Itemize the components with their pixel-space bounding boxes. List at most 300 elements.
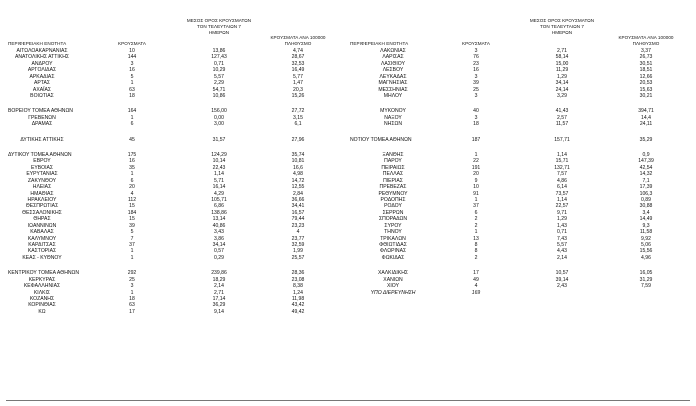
table-row — [8, 137, 338, 143]
cell-avg-7days: 34,14 — [212, 242, 226, 249]
cell-cases: 292 — [127, 270, 137, 277]
cell-area: ΜΑΓΝΗΣΙΑΣ — [378, 80, 408, 87]
table-row — [8, 309, 338, 315]
cell-avg-7days: 127,43 — [211, 54, 227, 61]
left-table-header — [8, 4, 338, 48]
header-avg-line2: ΤΟΝ ΤΕΛΕΥΤΑΙΩΝ 7 — [539, 24, 585, 30]
header-cases: ΚΡΟΥΣΜΑΤΑ — [462, 40, 490, 46]
cell-cases: 40 — [473, 108, 479, 115]
cell-per-100k: 5,06 — [641, 242, 651, 249]
cell-avg-7days: 0,71 — [214, 60, 224, 67]
cell-cases: 4 — [474, 283, 478, 290]
cell-per-100k: 16,05 — [639, 270, 653, 277]
cell-per-100k: 7,1 — [642, 177, 650, 184]
cell-area: ΝΗΣΩΝ — [384, 121, 402, 128]
cell-avg-7days: 18,29 — [212, 276, 226, 283]
cell-area: ΜΕΣΣΗΝΙΑΣ — [378, 86, 408, 93]
cell-area: ΚΟΡΙΝΘΙΑΣ — [28, 302, 56, 309]
cell-avg-7days: 41,43 — [555, 108, 569, 115]
cell-area: ΔΥΤΙΚΗΣ ΑΤΤΙΚΗΣ — [20, 136, 64, 143]
cell-per-100k: 9,3 — [642, 222, 650, 229]
cell-per-100k: 23,77 — [291, 235, 305, 242]
table-row — [350, 121, 686, 127]
cell-cases: 3 — [474, 48, 478, 54]
cell-cases: 63 — [129, 302, 135, 309]
cell-area: ΑΝΔΡΟΥ — [31, 60, 53, 67]
cell-cases: 1 — [130, 171, 134, 178]
cell-per-100k: 6,1 — [294, 121, 302, 128]
cell-per-100k: 14,32 — [639, 171, 653, 178]
header-avg-line1: ΜΕΣΟΣ ΟΡΟΣ ΚΡΟΥΣΜΑΤΩΝ — [529, 18, 595, 23]
cell-cases: 15 — [129, 216, 135, 223]
header-per-line2: ΠΛΗΘΥΣΜΟ — [284, 40, 312, 46]
cell-per-100k: 106,3 — [639, 190, 653, 197]
cell-area: ΤΡΙΚΑΛΩΝ — [380, 235, 406, 242]
cell-cases: 6 — [130, 121, 134, 128]
cell-avg-7days: 0,57 — [214, 248, 224, 255]
cell-avg-7days: 2,14 — [214, 283, 224, 290]
cell-cases: 10 — [129, 48, 135, 54]
cell-per-100k: 27,72 — [291, 108, 305, 115]
cell-per-100k: 30,88 — [639, 203, 653, 210]
cell-area: ΚΕΑΣ - ΚΥΘΝΟΥ — [22, 254, 62, 261]
row-gap — [350, 143, 686, 152]
cell-avg-7days: 157,71 — [554, 136, 570, 143]
cell-avg-7days: 5,57 — [557, 242, 567, 249]
cell-per-100k: 9,92 — [641, 235, 651, 242]
cell-cases: 1 — [130, 114, 134, 121]
cell-area: ΣΕΡΡΩΝ — [382, 209, 404, 216]
cell-area: ΠΙΕΡΙΑΣ — [383, 177, 403, 184]
table-row — [350, 93, 686, 99]
table-row — [8, 255, 338, 261]
cell-avg-7days: 13,14 — [212, 216, 226, 223]
cell-area: ΕΥΒΟΙΑΣ — [30, 164, 54, 171]
cell-avg-7days: 13,86 — [212, 48, 226, 54]
cell-area: ΑΡΓΟΛΙΔΑΣ — [27, 67, 57, 74]
cell-avg-7days: 3,86 — [214, 235, 224, 242]
cell-per-100k: 20,3 — [293, 86, 303, 93]
cell-area: ΗΡΑΚΛΕΙΟΥ — [27, 196, 57, 203]
header-per-line1: ΚΡΟΥΣΜΑΤΑ ΑΝΑ 100000 — [270, 34, 326, 40]
cell-per-100k: 394,71 — [638, 108, 654, 115]
cell-avg-7days: 22,43 — [212, 164, 226, 171]
cell-cases: 76 — [473, 54, 479, 61]
cell-area: ΓΡΕΒΕΝΩΝ — [28, 114, 56, 121]
row-gap — [8, 128, 338, 137]
right-table-header — [350, 4, 686, 48]
header-avg-line2: ΤΟΝ ΤΕΛΕΥΤΑΙΩΝ 7 — [196, 24, 242, 30]
cell-avg-7days: 73,57 — [555, 190, 569, 197]
header-avg-7days — [174, 18, 264, 37]
table-row — [350, 255, 686, 261]
cell-per-100k: 12,66 — [639, 73, 653, 80]
cell-per-100k: 32,59 — [291, 242, 305, 249]
cell-area: ΛΕΥΚΑΔΑΣ — [379, 73, 407, 80]
cell-avg-7days: 1,14 — [557, 196, 567, 203]
row-gap — [350, 100, 686, 109]
cell-per-100k: 30,51 — [639, 60, 653, 67]
cell-area: ΘΕΣΠΡΩΤΙΑΣ — [25, 203, 59, 210]
cell-per-100k: 23,23 — [291, 222, 305, 229]
cell-cases: 18 — [129, 93, 135, 100]
cell-cases: 91 — [473, 190, 479, 197]
cell-area: ΕΥΡΥΤΑΝΙΑΣ — [26, 171, 58, 178]
cell-area: ΒΟΡΕΙΟΥ ΤΟΜΕΑ ΑΘΗΝΩΝ — [8, 108, 73, 115]
cell-cases: 6 — [130, 177, 134, 184]
cell-cases: 49 — [473, 276, 479, 283]
cell-cases: 15 — [129, 203, 135, 210]
cell-area: ΣΥΡΟΥ — [384, 222, 402, 229]
cell-avg-7days: 39,14 — [555, 276, 569, 283]
cell-avg-7days: 11,29 — [555, 67, 569, 74]
cell-per-100k: 11,98 — [291, 296, 305, 302]
cell-avg-7days: 2,14 — [557, 254, 567, 261]
cell-cases: 16 — [129, 67, 135, 74]
cell-avg-7days: 1,14 — [214, 171, 224, 178]
cell-per-100k: 27,96 — [291, 136, 305, 143]
cell-cases: 3 — [474, 93, 478, 100]
cell-area: ΡΟΔΟΥ — [384, 203, 402, 210]
cell-cases: 112 — [127, 196, 137, 203]
cell-per-100k: 43,42 — [291, 302, 305, 309]
cell-cases: 184 — [127, 209, 137, 216]
cell-avg-7days: 31,57 — [212, 136, 226, 143]
cell-cases: 63 — [129, 86, 135, 93]
cell-area: ΦΩΚΙΔΑΣ — [381, 254, 405, 261]
cell-per-100k: 1,99 — [293, 248, 303, 255]
cell-cases: 3 — [474, 73, 478, 80]
cell-avg-7days: 10,29 — [212, 67, 226, 74]
cell-area: ΠΕΙΡΑΙΩΣ — [381, 164, 405, 171]
cell-per-100k: 28,36 — [291, 270, 305, 277]
row-gap — [8, 100, 338, 109]
cell-avg-7days: 5,71 — [214, 177, 224, 184]
cell-area: ΤΗΝΟΥ — [384, 229, 402, 236]
header-per-100k — [601, 35, 691, 47]
row-gap — [350, 128, 686, 137]
cell-avg-7days: 9,71 — [557, 209, 567, 216]
cell-area: ΡΕΘΥΜΝΟΥ — [378, 190, 408, 197]
cell-area: ΚΑΒΑΛΑΣ — [30, 229, 54, 236]
cell-avg-7days: 9,14 — [214, 308, 224, 315]
cell-area: ΒΟΙΩΤΙΑΣ — [30, 93, 54, 100]
header-avg-line1: ΜΕΣΟΣ ΟΡΟΣ ΚΡΟΥΣΜΑΤΩΝ — [186, 18, 252, 23]
cell-per-100k: 4,98 — [293, 171, 303, 178]
cell-cases: 4 — [130, 190, 134, 197]
cell-area: ΞΑΝΘΗΣ — [382, 151, 404, 158]
cell-cases: 10 — [473, 184, 479, 191]
cell-area: ΛΑΚΩΝΙΑΣ — [380, 48, 406, 54]
cell-area: ΠΑΡΟΥ — [384, 158, 402, 165]
cell-area: ΣΠΟΡΑΔΩΝ — [378, 216, 408, 223]
cell-area: ΜΥΚΟΝΟΥ — [380, 108, 406, 115]
cell-area: ΛΕΣΒΟΥ — [382, 67, 404, 74]
cell-avg-7days: 105,71 — [211, 196, 227, 203]
cell-per-100k: 0,89 — [641, 196, 651, 203]
cell-per-100k: 15,26 — [291, 93, 305, 100]
cell-per-100k: 3,37 — [641, 48, 651, 54]
cell-per-100k: 16,49 — [291, 67, 305, 74]
header-avg-line3: ΗΜΕΡΩΝ — [551, 30, 573, 36]
cell-avg-7days: 2,57 — [557, 114, 567, 121]
cell-cases: 1 — [130, 254, 134, 261]
cell-per-100k: 17,39 — [639, 184, 653, 191]
left-table — [8, 4, 338, 315]
cell-avg-7days: 1,29 — [557, 73, 567, 80]
cell-avg-7days: 7,43 — [557, 235, 567, 242]
cell-per-100k: 24,11 — [639, 121, 653, 128]
row-gap — [8, 143, 338, 152]
cell-per-100k: 49,42 — [291, 308, 305, 315]
cell-area: ΑΝΑΤΟΛΙΚΗΣ ΑΤΤΙΚΗΣ — [14, 54, 70, 61]
cell-area: ΑΙΤΩΛΟΑΚΑΡΝΑΝΙΑΣ — [16, 48, 68, 54]
cell-cases: 9 — [474, 177, 478, 184]
cell-per-100k: 5,77 — [293, 73, 303, 80]
cell-cases: 6 — [474, 209, 478, 216]
cell-per-100k: 3,15 — [293, 114, 303, 121]
cell-cases: 22 — [473, 158, 479, 165]
cell-per-100k: 1,47 — [293, 80, 303, 87]
cell-area: ΑΡΤΑΣ — [33, 80, 51, 87]
cell-per-100k: 3,4 — [642, 209, 650, 216]
header-avg-line3: ΗΜΕΡΩΝ — [208, 30, 230, 36]
cell-avg-7days: 11,57 — [555, 121, 569, 128]
cell-cases: 45 — [129, 136, 135, 143]
cell-per-100k: 11,58 — [639, 229, 653, 236]
cell-area: ΧΑΝΙΩΝ — [383, 276, 403, 283]
cell-cases: 1 — [130, 248, 134, 255]
cell-avg-7days: 16,14 — [212, 184, 226, 191]
cell-avg-7days: 17,14 — [212, 296, 226, 302]
cell-area: ΔΥΤΙΚΟΥ ΤΟΜΕΑ ΑΘΗΝΩΝ — [8, 151, 72, 158]
cell-per-100k: 25,57 — [291, 254, 305, 261]
cell-cases: 5 — [130, 73, 134, 80]
cell-area: ΚΑΡΔΙΤΣΑΣ — [28, 242, 56, 249]
cell-avg-7days: 15,00 — [555, 60, 569, 67]
cell-per-100k: 20,53 — [639, 80, 653, 87]
header-area: ΠΕΡΙΦΕΡΕΙΑΚΗ ΕΝΟΤΗΤΑ — [8, 40, 67, 46]
cell-cases: 144 — [127, 54, 137, 61]
cell-area: ΑΧΑΪΑΣ — [32, 86, 52, 93]
cell-per-100k: 31,29 — [639, 276, 653, 283]
cell-per-100k: 35,29 — [639, 136, 653, 143]
cell-avg-7days: 2,29 — [214, 80, 224, 87]
cell-area: ΝΟΤΙΟΥ ΤΟΜΕΑ ΑΘΗΝΩΝ — [350, 136, 412, 143]
cell-per-100k: 4 — [296, 229, 300, 236]
cell-per-100k: 15,56 — [639, 248, 653, 255]
cell-avg-7days: 239,86 — [211, 270, 227, 277]
cell-avg-7days: 1,29 — [557, 216, 567, 223]
table-row — [8, 93, 338, 99]
row-gap — [8, 261, 338, 270]
cell-cases: 8 — [474, 242, 478, 249]
cell-area: ΗΜΑΘΙΑΣ — [30, 190, 54, 197]
cell-cases: 187 — [471, 136, 481, 143]
cell-cases: 169 — [471, 289, 481, 296]
cell-cases: 3 — [130, 283, 134, 290]
cell-per-100k: 10,81 — [291, 158, 305, 165]
cell-avg-7days: 24,14 — [555, 86, 569, 93]
cell-cases: 191 — [471, 164, 481, 171]
cell-per-100k: 4,74 — [293, 48, 303, 54]
cell-cases: 20 — [129, 184, 135, 191]
cell-cases: 7 — [130, 235, 134, 242]
cell-cases: 2 — [474, 222, 478, 229]
header-per-100k — [253, 35, 343, 47]
cell-avg-7days: 7,57 — [557, 171, 567, 178]
right-table — [350, 4, 686, 296]
cell-area: ΧΑΛΚΙΔΙΚΗΣ — [377, 270, 409, 277]
cell-avg-7days: 3,29 — [557, 93, 567, 100]
header-per-line2: ΠΛΗΘΥΣΜΟ — [632, 40, 660, 46]
row-gap — [350, 261, 686, 270]
cell-avg-7days: 58,14 — [555, 54, 569, 61]
cell-avg-7days: 3,00 — [214, 121, 224, 128]
cell-per-100k: 35,74 — [291, 151, 305, 158]
cell-per-100k: 42,54 — [639, 164, 653, 171]
cell-area: ΚΑΣΤΟΡΙΑΣ — [27, 248, 57, 255]
cell-avg-7days: 4,86 — [557, 177, 567, 184]
cell-avg-7days: 124,29 — [211, 151, 227, 158]
cell-cases: 13 — [473, 235, 479, 242]
cell-per-100k: 14,4 — [641, 114, 651, 121]
cell-cases: 18 — [473, 121, 479, 128]
cell-area: ΑΡΚΑΔΙΑΣ — [29, 73, 55, 80]
cell-cases: 23 — [473, 60, 479, 67]
cell-avg-7days: 2,71 — [557, 48, 567, 54]
cell-area: ΔΡΑΜΑΣ — [31, 121, 53, 128]
cell-area: ΦΘΙΩΤΙΔΑΣ — [379, 242, 407, 249]
cell-area: ΘΕΣΣΑΛΟΝΙΚΗΣ — [22, 209, 62, 216]
cell-cases: 16 — [129, 158, 135, 165]
cell-per-100k: 2,84 — [293, 190, 303, 197]
cell-per-100k: 14,49 — [639, 216, 653, 223]
cell-avg-7days: 132,71 — [554, 164, 570, 171]
cell-per-100k: 34,41 — [291, 203, 305, 210]
cell-cases: 39 — [473, 80, 479, 87]
cell-cases: 5 — [130, 229, 134, 236]
cell-cases: 20 — [473, 171, 479, 178]
cell-cases: 16 — [473, 67, 479, 74]
cell-cases: 2 — [474, 216, 478, 223]
cell-area: ΚΑΛΥΜΝΟΥ — [27, 235, 57, 242]
header-per-line1: ΚΡΟΥΣΜΑΤΑ ΑΝΑ 100000 — [618, 34, 674, 40]
cell-avg-7days: 1,14 — [557, 151, 567, 158]
cell-avg-7days: 54,71 — [212, 86, 226, 93]
cell-area: ΕΒΡΟΥ — [33, 158, 51, 165]
cell-cases: 25 — [473, 86, 479, 93]
cell-cases: 37 — [473, 203, 479, 210]
header-area: ΠΕΡΙΦΕΡΕΙΑΚΗ ΕΝΟΤΗΤΑ — [350, 40, 409, 46]
cell-avg-7days: 15,71 — [555, 158, 569, 165]
cell-area: ΚΙΛΚΙΣ — [33, 289, 51, 296]
cell-area: ΚΕΡΚΥΡΑΣ — [28, 276, 56, 283]
cell-cases: 2 — [474, 254, 478, 261]
cell-avg-7days: 10,57 — [555, 270, 569, 277]
cell-cases: 1 — [474, 151, 478, 158]
cell-area: ΡΟΔΟΠΗΣ — [380, 196, 406, 203]
cell-avg-7days: 34,14 — [555, 80, 569, 87]
cell-per-100k: 12,55 — [291, 184, 305, 191]
cell-avg-7days: 40,86 — [212, 222, 226, 229]
cell-avg-7days: 0,71 — [557, 229, 567, 236]
cell-per-100k: 23,08 — [291, 276, 305, 283]
cell-area: ΧΙΟΥ — [386, 283, 400, 290]
cell-per-100k: 18,51 — [639, 67, 653, 74]
cell-area: ΝΑΞΟΥ — [384, 114, 402, 121]
cell-per-100k: 30,21 — [639, 93, 653, 100]
cell-area: ΛΑΡΙΣΑΣ — [382, 54, 404, 61]
cell-area: ΛΑΣΙΘΙΟΥ — [381, 60, 405, 67]
cell-avg-7days: 36,29 — [212, 302, 226, 309]
cell-avg-7days: 10,86 — [212, 93, 226, 100]
cell-avg-7days: 3,43 — [214, 229, 224, 236]
cell-avg-7days: 2,43 — [557, 283, 567, 290]
cell-per-100k: 1,24 — [293, 289, 303, 296]
cell-avg-7days: 6,14 — [557, 184, 567, 191]
table-row — [8, 121, 338, 127]
right-table-rows — [350, 48, 686, 296]
cell-per-100k: 16,57 — [291, 209, 305, 216]
cell-avg-7days: 156,00 — [211, 108, 227, 115]
header-cases: ΚΡΟΥΣΜΑΤΑ — [118, 40, 146, 46]
table-row — [350, 137, 686, 143]
cell-avg-7days: 2,71 — [214, 289, 224, 296]
cell-cases: 1 — [130, 80, 134, 87]
cell-per-100k: 32,53 — [291, 60, 305, 67]
cell-area: ΚΟΖΑΝΗΣ — [29, 296, 55, 302]
cell-avg-7days: 10,14 — [212, 158, 226, 165]
cell-area: ΚΕΦΑΛΛΗΝΙΑΣ — [23, 283, 61, 290]
cell-area: ΚΩ — [38, 308, 46, 315]
cell-per-100k: 8,38 — [293, 283, 303, 290]
cell-per-100k: 79,44 — [291, 216, 305, 223]
cell-cases: 3 — [130, 60, 134, 67]
cell-per-100k: 16,6 — [293, 164, 303, 171]
table-row — [350, 290, 686, 296]
cell-cases: 1 — [474, 196, 478, 203]
cell-cases: 18 — [129, 296, 135, 302]
cell-cases: 164 — [127, 108, 137, 115]
header-avg-7days — [517, 18, 607, 37]
cell-per-100k: 4,96 — [641, 254, 651, 261]
cell-cases: 39 — [129, 222, 135, 229]
cell-per-100k: 7,59 — [641, 283, 651, 290]
cell-per-100k: 147,39 — [638, 158, 654, 165]
cell-avg-7days: 138,86 — [211, 209, 227, 216]
cell-area: ΠΕΛΛΑΣ — [382, 171, 404, 178]
cell-avg-7days: 4,29 — [214, 190, 224, 197]
cell-per-100k: 28,67 — [291, 54, 305, 61]
cell-cases: 37 — [129, 242, 135, 249]
cell-cases: 17 — [473, 270, 479, 277]
cell-area: ΘΗΡΑΣ — [33, 216, 51, 223]
cell-area: ΦΛΩΡΙΝΑΣ — [379, 248, 407, 255]
left-table-rows — [8, 48, 338, 315]
cell-per-100k: 0,9 — [642, 151, 650, 158]
cell-per-100k: 26,73 — [639, 54, 653, 61]
cell-area: ΥΠΟ ΔΙΕΡΕΥΝΗΣΗ — [370, 289, 416, 296]
cell-cases: 8 — [474, 248, 478, 255]
cell-cases: 3 — [474, 114, 478, 121]
cell-cases: 175 — [127, 151, 137, 158]
cell-area: ΗΛΕΙΑΣ — [32, 184, 52, 191]
cell-avg-7days: 1,43 — [557, 222, 567, 229]
cell-cases: 35 — [129, 164, 135, 171]
cell-cases: 1 — [130, 289, 134, 296]
cell-per-100k: 15,63 — [639, 86, 653, 93]
